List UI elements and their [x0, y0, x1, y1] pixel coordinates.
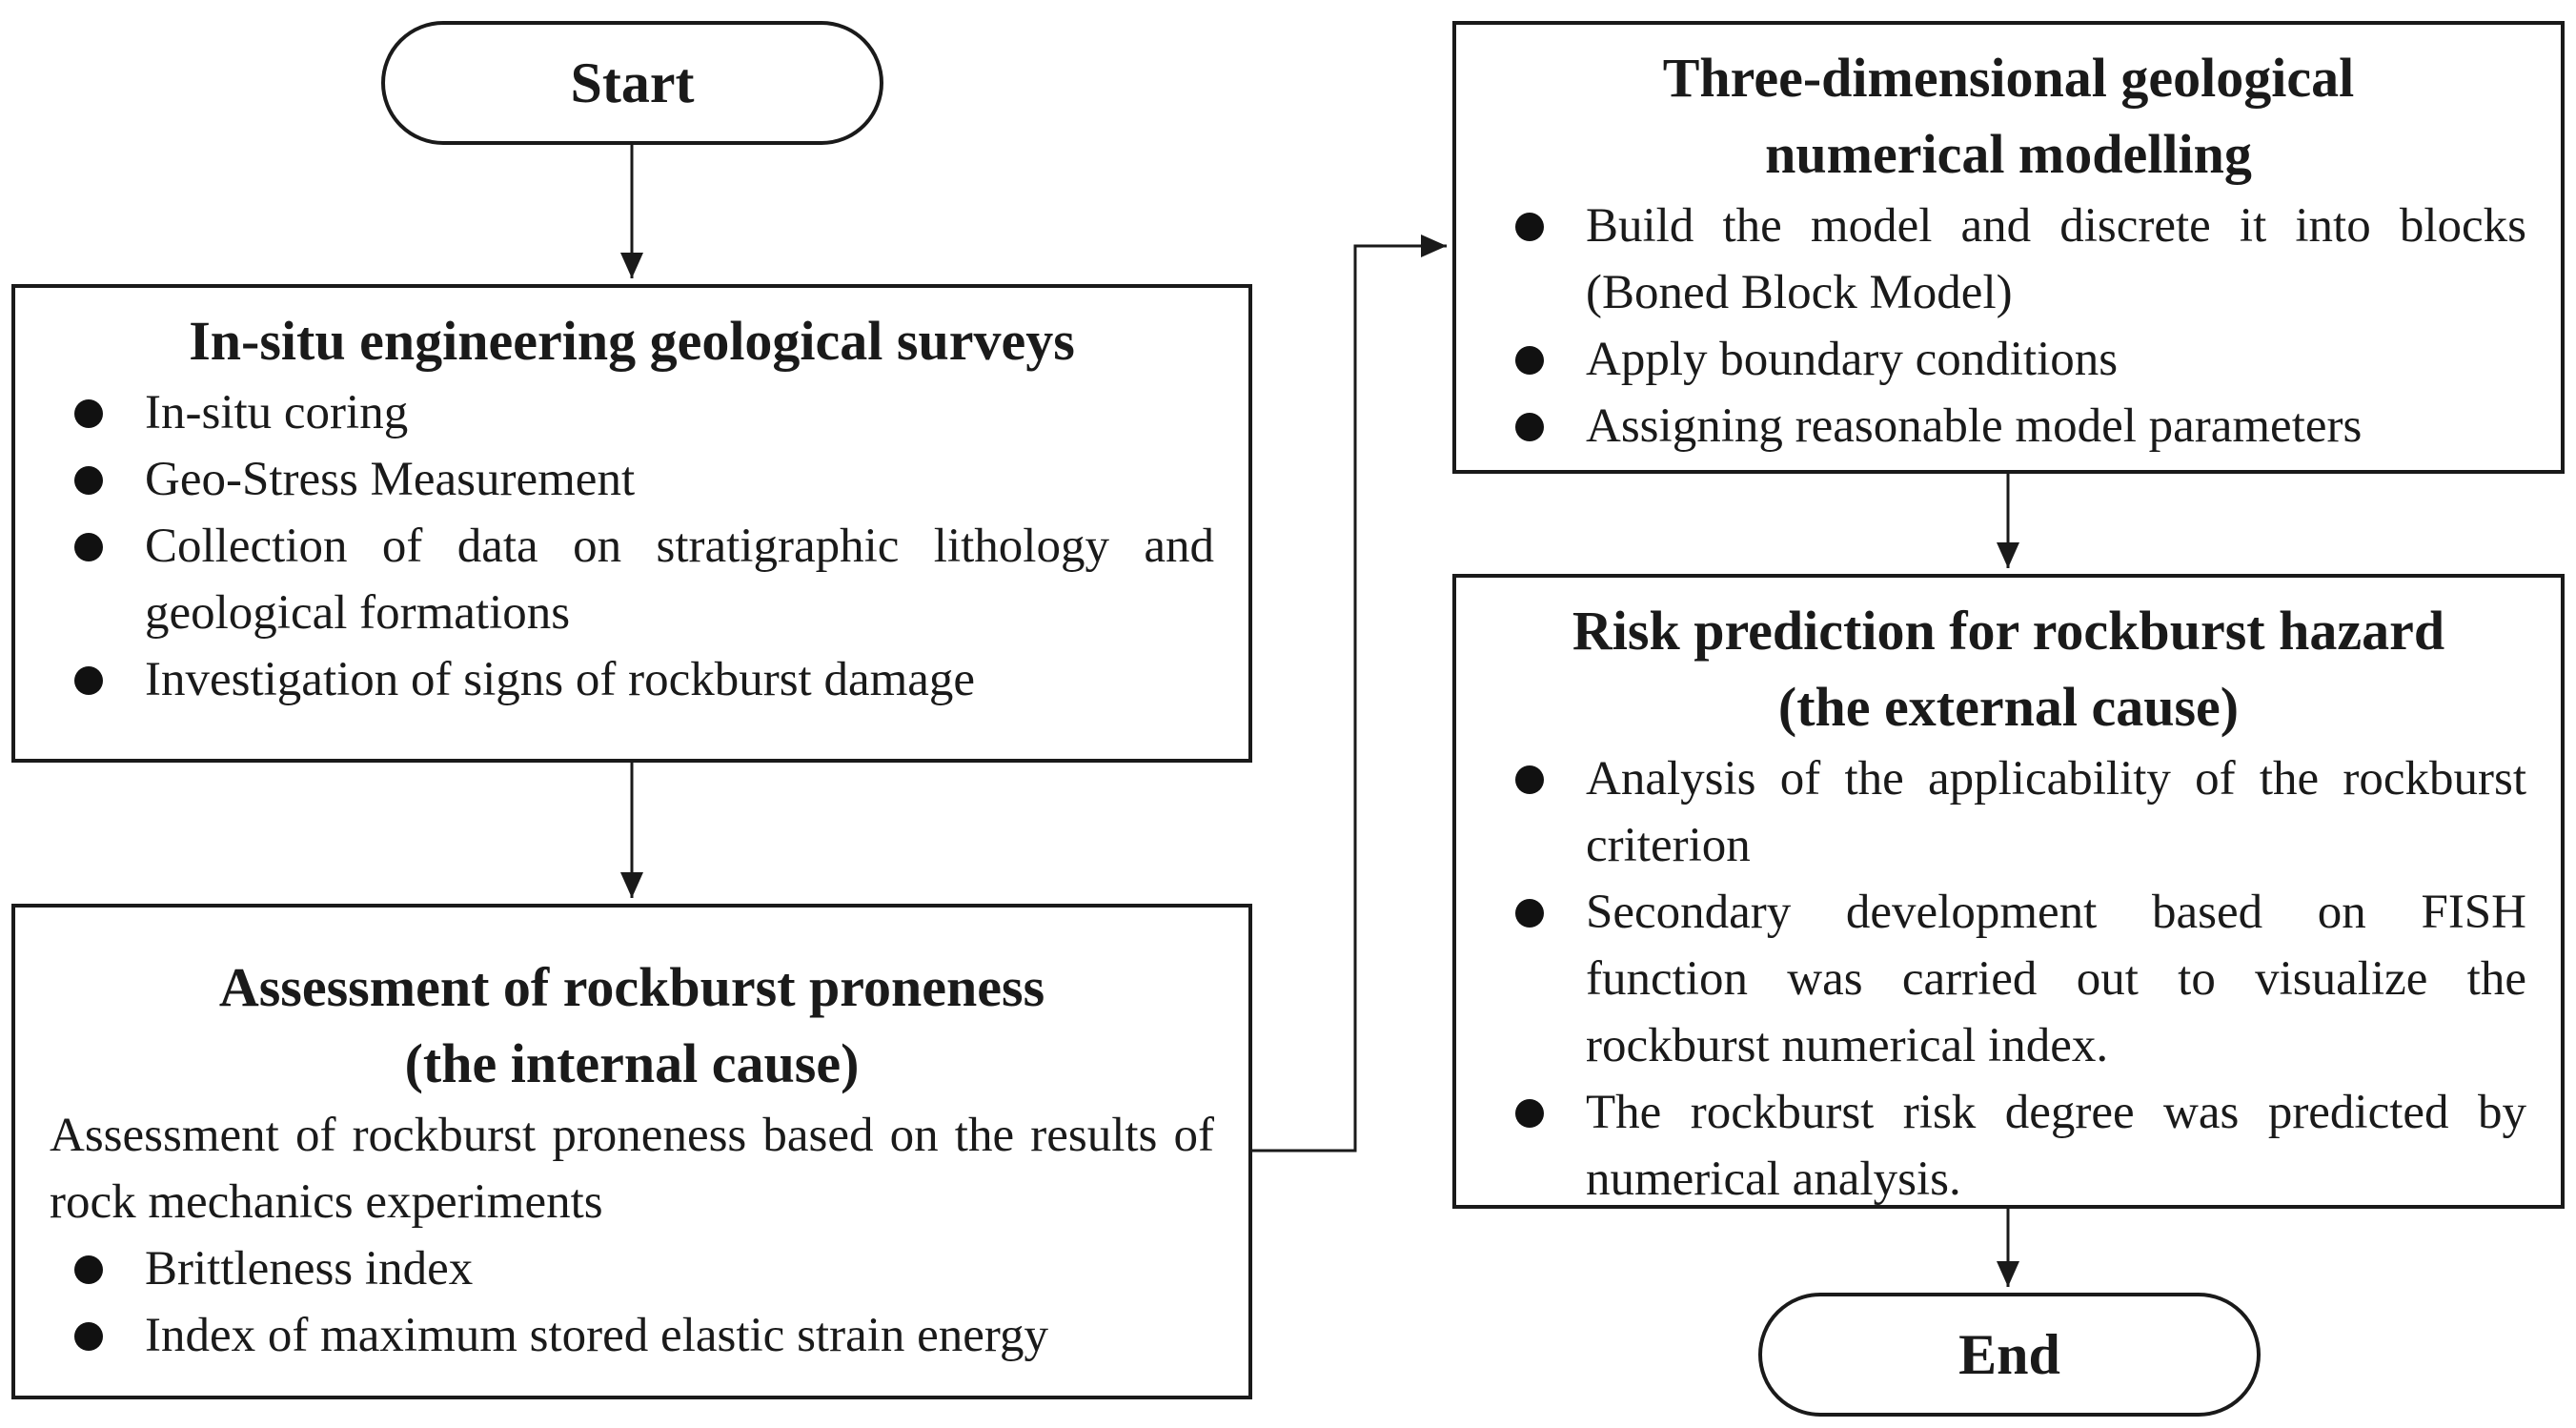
bullet-icon	[1515, 346, 1544, 375]
assessment-item: Index of maximum stored elastic strain energy	[50, 1302, 1214, 1369]
risk-subtitle: (the external cause)	[1777, 676, 2240, 738]
modelling-item: Build the model and discrete it into blocks (Boned Block Model)	[1491, 193, 2526, 326]
modelling-box	[1452, 21, 2565, 474]
bullet-icon	[74, 466, 103, 495]
modelling-item: Assigning reasonable model parameters	[1491, 393, 2526, 459]
survey-title: In-situ engineering geological surveys	[189, 310, 1075, 372]
bullet-icon	[1515, 765, 1544, 794]
bullet-icon	[74, 1322, 103, 1351]
risk-item: The rockburst risk degree was predicted by numerical analysis.	[1491, 1079, 2526, 1213]
modelling-subtitle: numerical modelling	[1765, 123, 2252, 185]
bullet-icon	[1515, 413, 1544, 441]
end-label: End	[1958, 1322, 2060, 1386]
bullet-icon	[1515, 213, 1544, 241]
assessment-intro: Assessment of rockburst proneness based on the results of rock mechanics experiments	[50, 1109, 1214, 1229]
risk-item: Secondary development based on FISH function was carried out to visualize the rockburst numerical index.	[1491, 879, 2526, 1079]
bullet-icon	[1515, 1099, 1544, 1128]
bullet-icon	[74, 533, 103, 561]
modelling-item: Apply boundary conditions	[1491, 326, 2526, 393]
bullet-icon	[74, 666, 103, 695]
assessment-box	[11, 904, 1252, 1399]
start-label: Start	[570, 51, 695, 114]
survey-item: Geo-Stress Measurement	[50, 446, 1214, 513]
risk-title: Risk prediction for rockburst hazard	[1572, 600, 2445, 662]
bullet-icon	[74, 1255, 103, 1284]
end-terminal	[1758, 1293, 2261, 1417]
assessment-subtitle: (the internal cause)	[404, 1032, 860, 1094]
bullet-icon	[74, 399, 103, 428]
survey-item: In-situ coring	[50, 379, 1214, 446]
risk-item: Analysis of the applicability of the rockburst criterion	[1491, 745, 2526, 879]
survey-item: Investigation of signs of rockburst damage	[50, 646, 1214, 713]
risk-box	[1452, 574, 2565, 1209]
assessment-title: Assessment of rockburst proneness	[218, 956, 1045, 1018]
modelling-title: Three-dimensional geological	[1662, 47, 2355, 109]
survey-box	[11, 284, 1252, 763]
start-terminal	[381, 21, 883, 145]
assessment-item: Brittleness index	[50, 1235, 1214, 1302]
bullet-icon	[1515, 899, 1544, 928]
survey-item: Collection of data on stratigraphic lithology and geological formations	[50, 513, 1214, 646]
arrow-assessment-to-modelling	[1252, 246, 1447, 1151]
